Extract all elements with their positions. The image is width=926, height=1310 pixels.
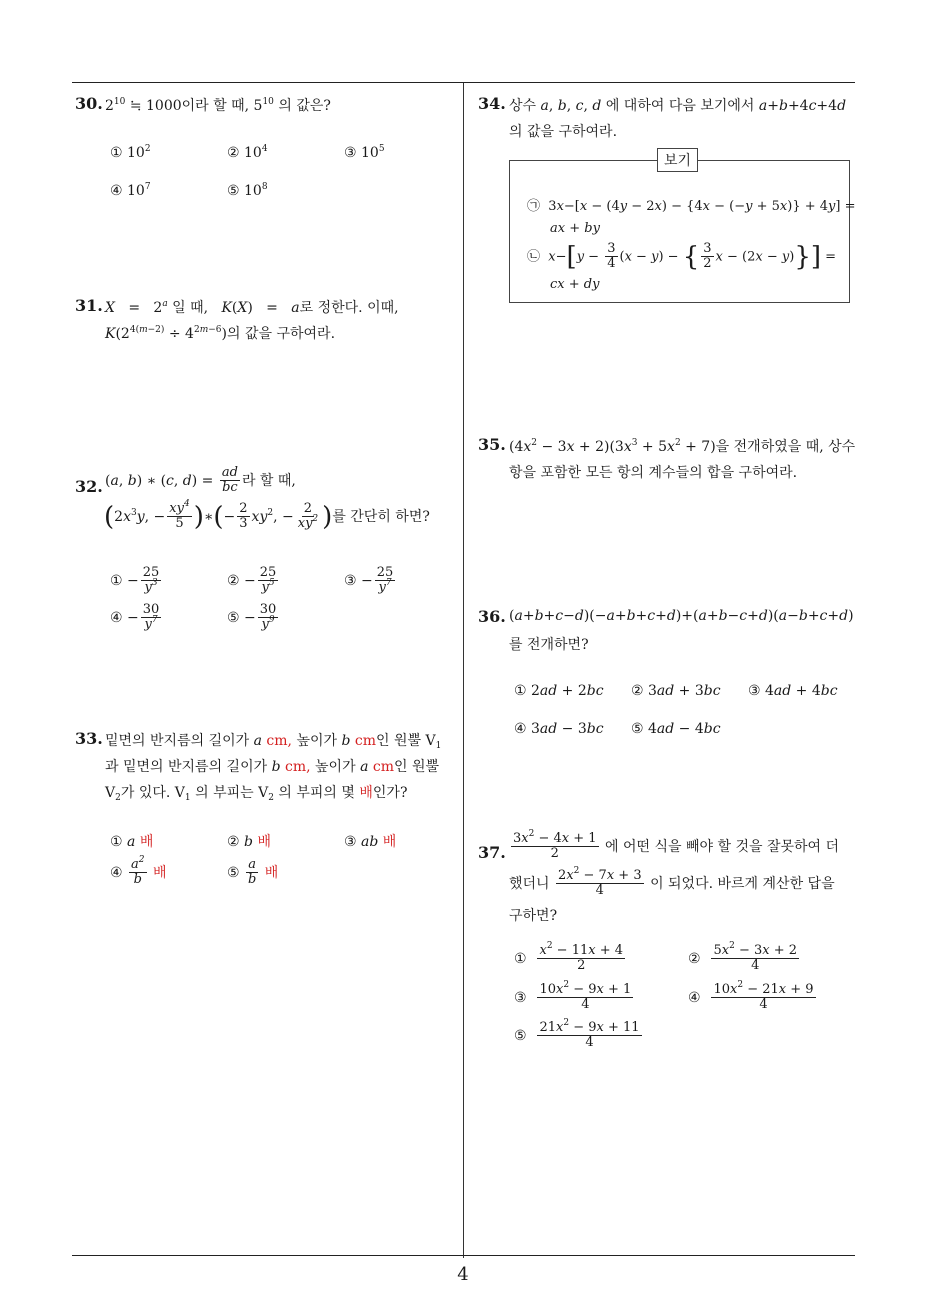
q36-option-4[interactable]: ④ 3ad − 3bc [514, 721, 604, 737]
q37-option-5[interactable]: ⑤ $\frac{21x^2 - 9x + 11}{4}$ [514, 1018, 640, 1051]
q37-line1: $\frac{3x^2 - 4x + 1}{2}$ 에 어떤 식을 빼야 할 것을 잘못하여 더 [513, 829, 840, 862]
page-number: 4 [457, 1264, 469, 1285]
q37-option-1[interactable]: ① $\frac{x^2 - 11x + 4}{2}$ [514, 941, 624, 974]
q32-option-1[interactable]: ① − $\frac{25}{y^3}$ [110, 565, 160, 596]
q32-option-5[interactable]: ⑤ − $\frac{30}{y^9}$ [227, 602, 277, 633]
q35-number: 35. [478, 435, 506, 454]
q33-option-2[interactable]: ② b 배 [227, 834, 271, 850]
q34-line1: 상수 a, b, c, d 에 대하여 다음 보기에서 a+b+4c+4d [509, 98, 847, 114]
q30-number: 30. [75, 94, 103, 113]
q33-option-4[interactable]: ④ $\frac{a^2}{b}$ 배 [110, 855, 167, 888]
q30-stem: $2^{10}$ ≒ 1000이라 할 때, $5^{10}$ 의 값은? [105, 97, 331, 114]
q36-option-3[interactable]: ③ 4ad + 4bc [748, 683, 838, 699]
column-divider [463, 83, 464, 1258]
q35-line1: $(4x^2 - 3x + 2)(3x^3 + 5x^2 + 7)$을 전개하였을 때, 상수 [509, 438, 856, 455]
q37-line3: 구하면? [509, 908, 558, 924]
q30-option-3[interactable]: ③ $10^5$ [344, 144, 385, 161]
q34-item1-line1: ㉠ 3x−[x − (4y − 2x) − {4x − (−y + 5x)} + 4y] = [527, 199, 856, 214]
q36-line2: 를 전개하면? [509, 637, 589, 653]
q30-stem-suffix: 이라 할 때, [181, 98, 250, 114]
q37-line2: 했더니 $\frac{2x^2 - 7x + 3}{4}$ 이 되었다. 바르게 계산한 답을 [509, 866, 835, 899]
q37-option-4[interactable]: ④ $\frac{10x^2 - 21x + 9}{4}$ [688, 980, 814, 1013]
q36-number: 36. [478, 607, 506, 626]
q32-option-4[interactable]: ④ − $\frac{30}{y^7}$ [110, 602, 160, 633]
q32-line1: (a, b) ∗ (c, d) = $\frac{ad}{bc}$ 라 할 때, [105, 465, 296, 496]
bottom-rule [72, 1255, 855, 1256]
q34-number: 34. [478, 94, 506, 113]
q30-stem-end: 의 값은? [278, 98, 331, 114]
q30-option-5[interactable]: ⑤ $10^8$ [227, 182, 268, 199]
q31-number: 31. [75, 296, 103, 315]
q33-line3: $V_2$가 있다. $V_1$ 의 부피는 $V_2$ 의 부피의 몇 배인가? [105, 785, 408, 803]
q37-option-3[interactable]: ③ $\frac{10x^2 - 9x + 1}{4}$ [514, 980, 632, 1013]
q36-line1: (a+b+c−d)(−a+b+c+d)+(a+b−c+d)(a−b+c+d) [509, 608, 854, 624]
q36-option-5[interactable]: ⑤ 4ad − 4bc [631, 721, 721, 737]
q34-line2: 의 값을 구하여라. [509, 124, 618, 140]
q30-option-1[interactable]: ① $10^2$ [110, 144, 151, 161]
q37-option-2[interactable]: ② $\frac{5x^2 - 3x + 2}{4}$ [688, 941, 798, 974]
q34-item1-line2: ax + by [550, 221, 600, 236]
q30-option-4[interactable]: ④ $10^7$ [110, 182, 151, 199]
q30-option-2[interactable]: ② $10^4$ [227, 144, 268, 161]
q31-line2: $K(2^{4(m-2)} \div 4^{2m-6})$의 값을 구하여라. [105, 325, 336, 342]
q36-option-2[interactable]: ② 3ad + 3bc [631, 683, 721, 699]
q32-number: 32. [75, 477, 103, 496]
q33-number: 33. [75, 729, 103, 748]
q32-line2: ($2x^3y$, − $\frac{xy^4}{5}$ )∗(− $\frac{2}{3}$ $xy^2$, − $\frac{2}{xy^2}$ )를 간단히 하면? [104, 499, 430, 532]
q33-line1: 밑면의 반지름의 길이가 a cm, 높이가 b cm인 원뿔 $V_1$ [105, 733, 442, 751]
q31-line1: X = 2$^a$ 일 때, K(X) = a로 정한다. 이때, [105, 299, 399, 316]
q33-option-3[interactable]: ③ ab 배 [344, 834, 397, 850]
q34-example-title: 보기 [657, 148, 698, 172]
q34-item2-line1: ㉡ x−[y − $\frac{3}{4}$ (x − y) − { $\frac{3}{2}$ x − (2x − y)}] = [527, 241, 837, 272]
q32-option-3[interactable]: ③ − $\frac{25}{y^7}$ [344, 565, 394, 596]
q33-option-5[interactable]: ⑤ $\frac{a}{b}$ 배 [227, 857, 279, 888]
q34-item2-line2: cx + dy [550, 277, 600, 292]
q32-option-2[interactable]: ② − $\frac{25}{y^5}$ [227, 565, 277, 596]
q35-line2: 항을 포함한 모든 항의 계수들의 합을 구하여라. [509, 465, 798, 481]
q37-number: 37. [478, 843, 506, 862]
q33-line2: 과 밑면의 반지름의 길이가 b cm, 높이가 a cm인 원뿔 [105, 759, 440, 775]
q36-option-1[interactable]: ① 2ad + 2bc [514, 683, 604, 699]
q33-option-1[interactable]: ① a 배 [110, 834, 154, 850]
